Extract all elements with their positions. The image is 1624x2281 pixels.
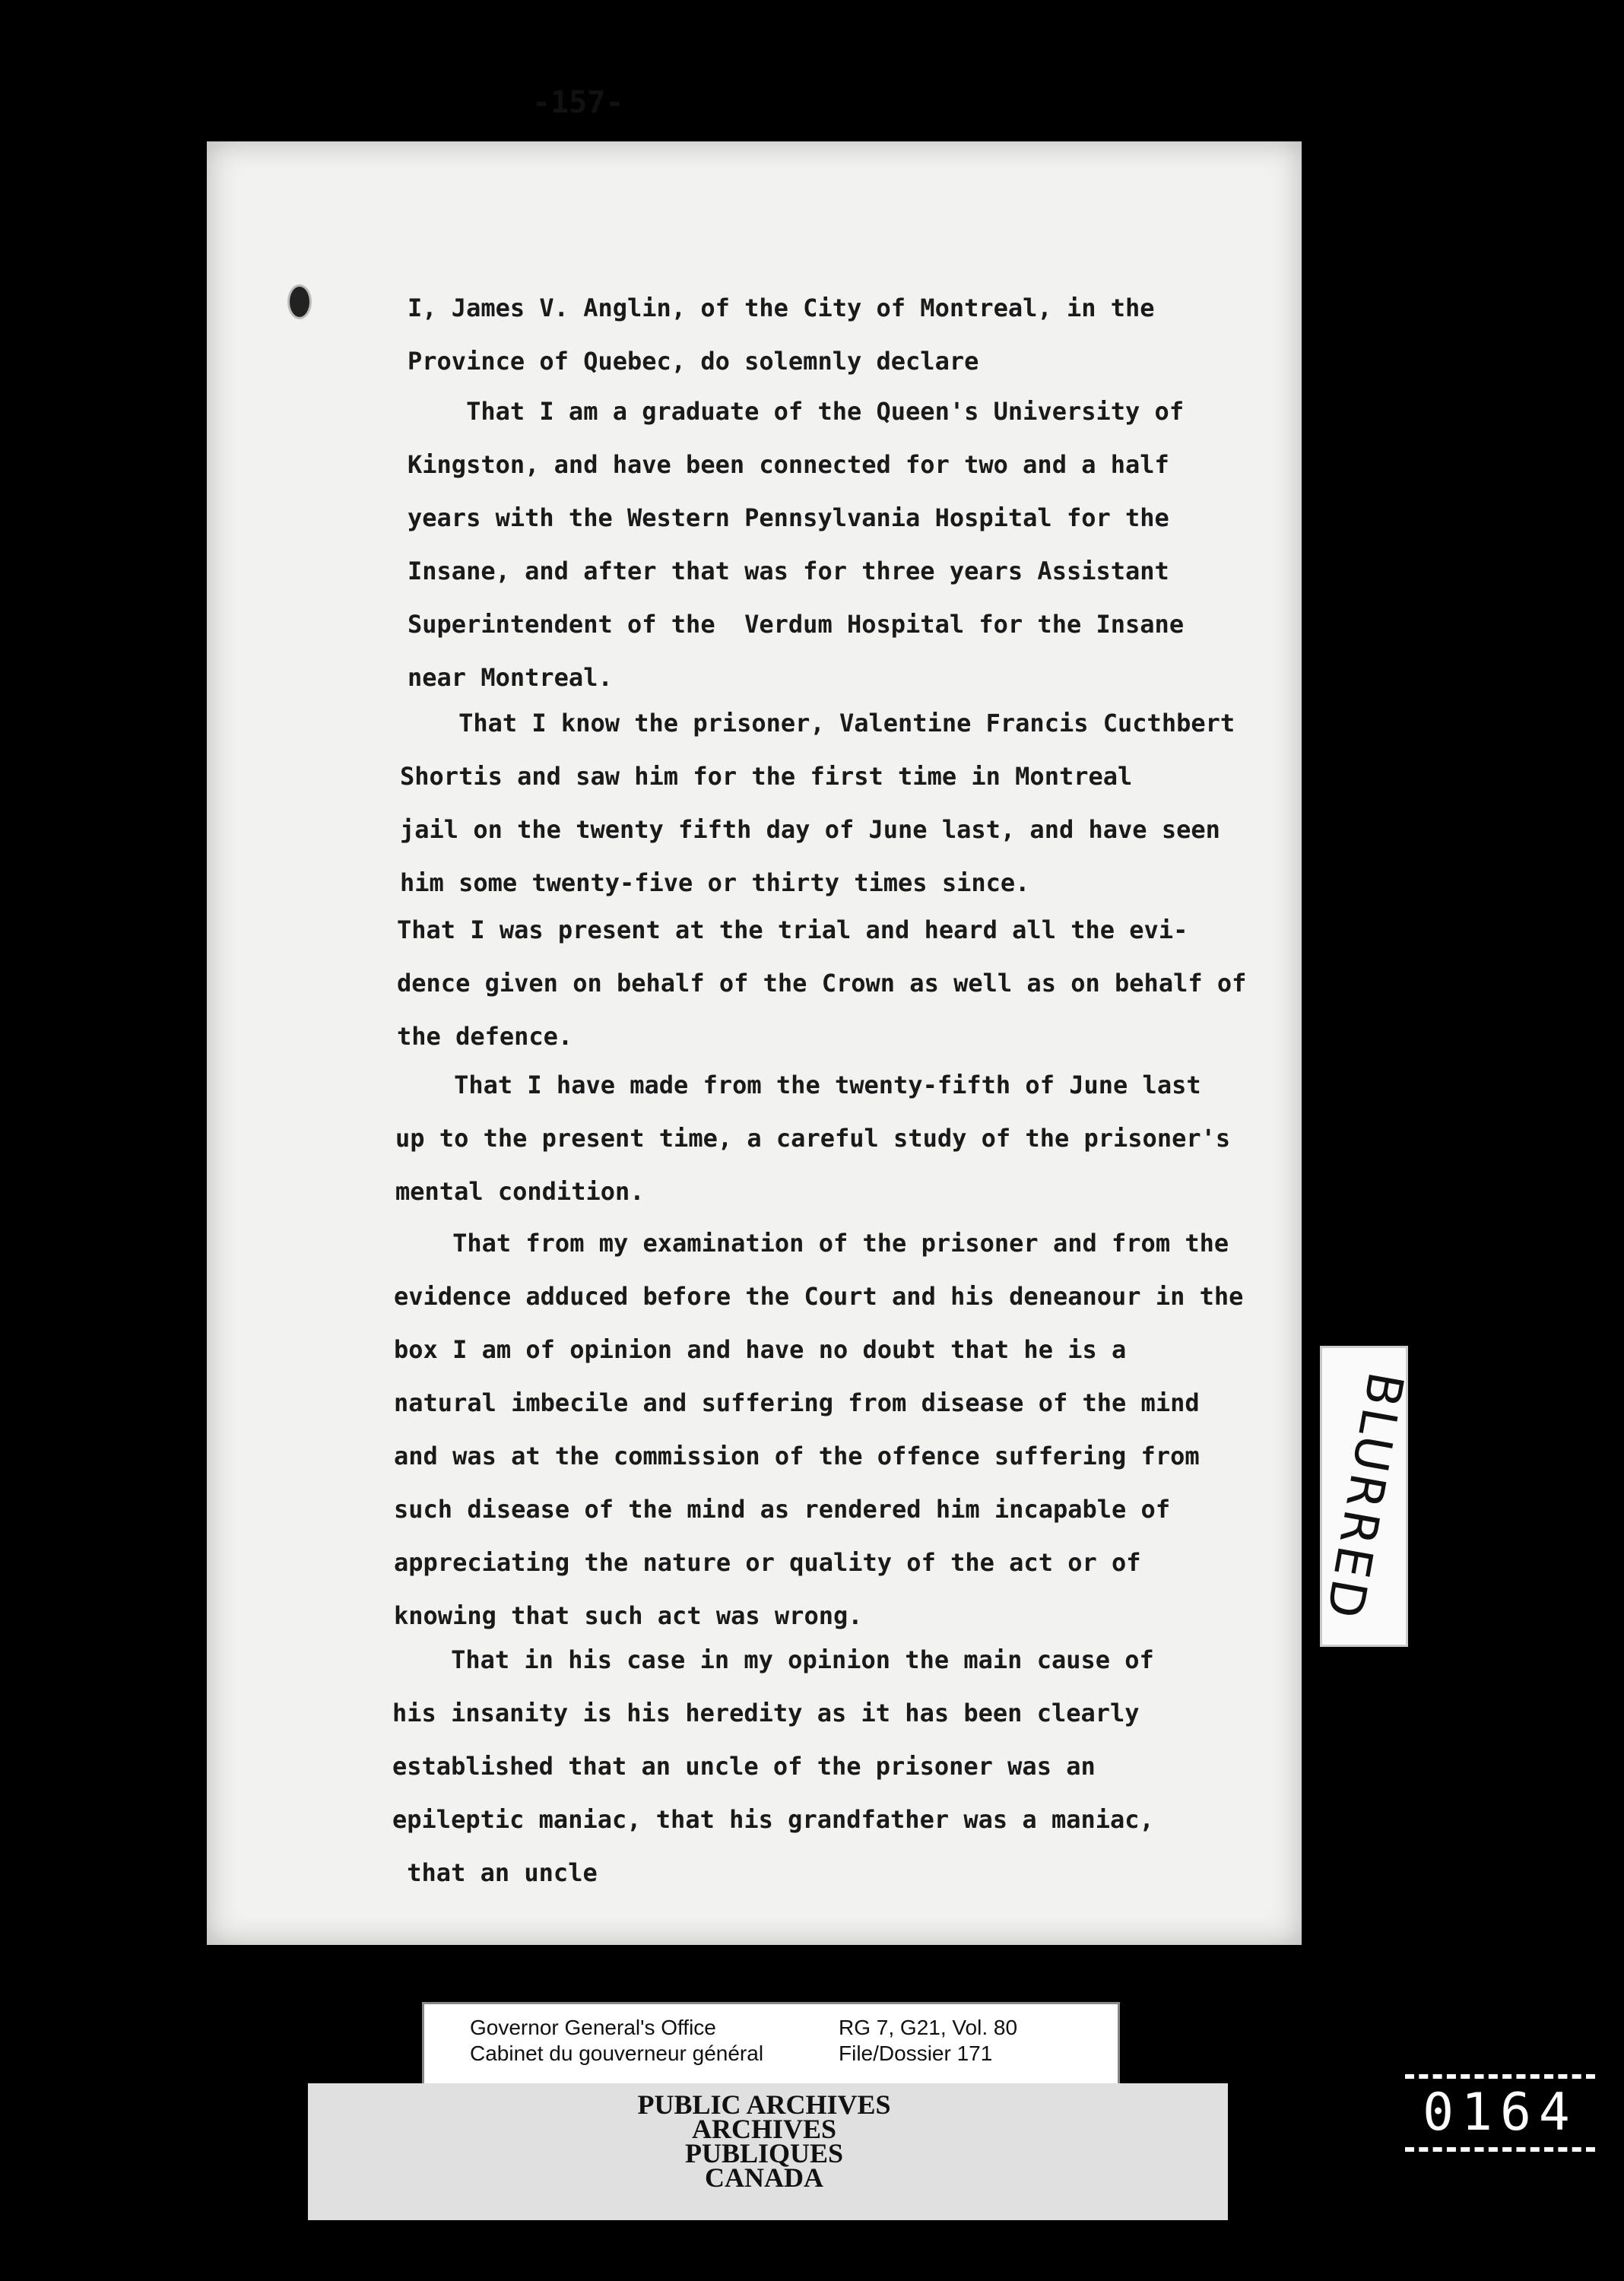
archive-reference-label <box>422 2002 1120 2090</box>
blurred-stamp-text: BLURRED <box>1314 1368 1414 1625</box>
public-archives-stamp <box>308 2083 1228 2220</box>
paragraph-opinion: That from my examination of the prisoner and from the evidence adduced before the Court and his deneanour in the box I am of opinion and have no doubt that he is a natural imbecile and suffering from disease of the mind and was at the commission of the offence suffering from such disease of the mind as rendered him incapable of appreciating the nature or quality of the act or of knowing that such act was wrong. <box>394 1229 1244 1630</box>
archive-volume: RG 7, G21, Vol. 80 <box>839 2016 1018 2039</box>
paragraph-declaration: I, James V. Anglin, of the City of Montreal, in the Province of Quebec, do solemnly declare <box>408 293 1155 376</box>
archive-file: File/Dossier 171 <box>839 2041 993 2065</box>
paragraph-heredity: That in his case in my opinion the main cause of his insanity is his heredity as it has been clearly established that an uncle of the prisoner was an epileptic maniac, that his grandfather was a maniac, that an uncle <box>392 1645 1154 1887</box>
archive-office-fr: Cabinet du gouverneur général <box>470 2041 764 2065</box>
punch-hole <box>287 284 312 319</box>
paragraph-qualifications: That I am a graduate of the Queen's University of Kingston, and have been connected for two and a half years with the Western Pennsylvania Hospital for the Insane, and after that was for three years Assistant Superintendent of the Verdum Hospital for the Insane near Montreal. <box>408 397 1185 692</box>
page-number: -157- <box>532 85 624 120</box>
paragraph-trial: That I was present at the trial and heard all the evi- dence given on behalf of the Crown as well as on behalf of the defence. <box>397 915 1247 1051</box>
archive-stamp-line2: ARCHIVES PUBLIQUES <box>684 2114 844 2168</box>
paragraph-study: That I have made from the twenty-fifth of June last up to the present time, a careful study of the prisoner's mental condition. <box>395 1071 1231 1206</box>
archive-stamp-line3: CANADA <box>705 2162 823 2193</box>
archive-stamp-line1: PUBLIC ARCHIVES <box>637 2089 891 2120</box>
paragraph-prisoner: That I know the prisoner, Valentine Francis Cucthbert Shortis and saw him for the first time in Montreal jail on the twenty fifth day of June last, and have seen him some twenty-five or thirty times since. <box>400 709 1235 897</box>
film-frame-number: 0164 <box>1405 2074 1595 2152</box>
archive-office-en: Governor General's Office <box>470 2016 716 2039</box>
blurred-stamp <box>1314 1346 1414 1647</box>
